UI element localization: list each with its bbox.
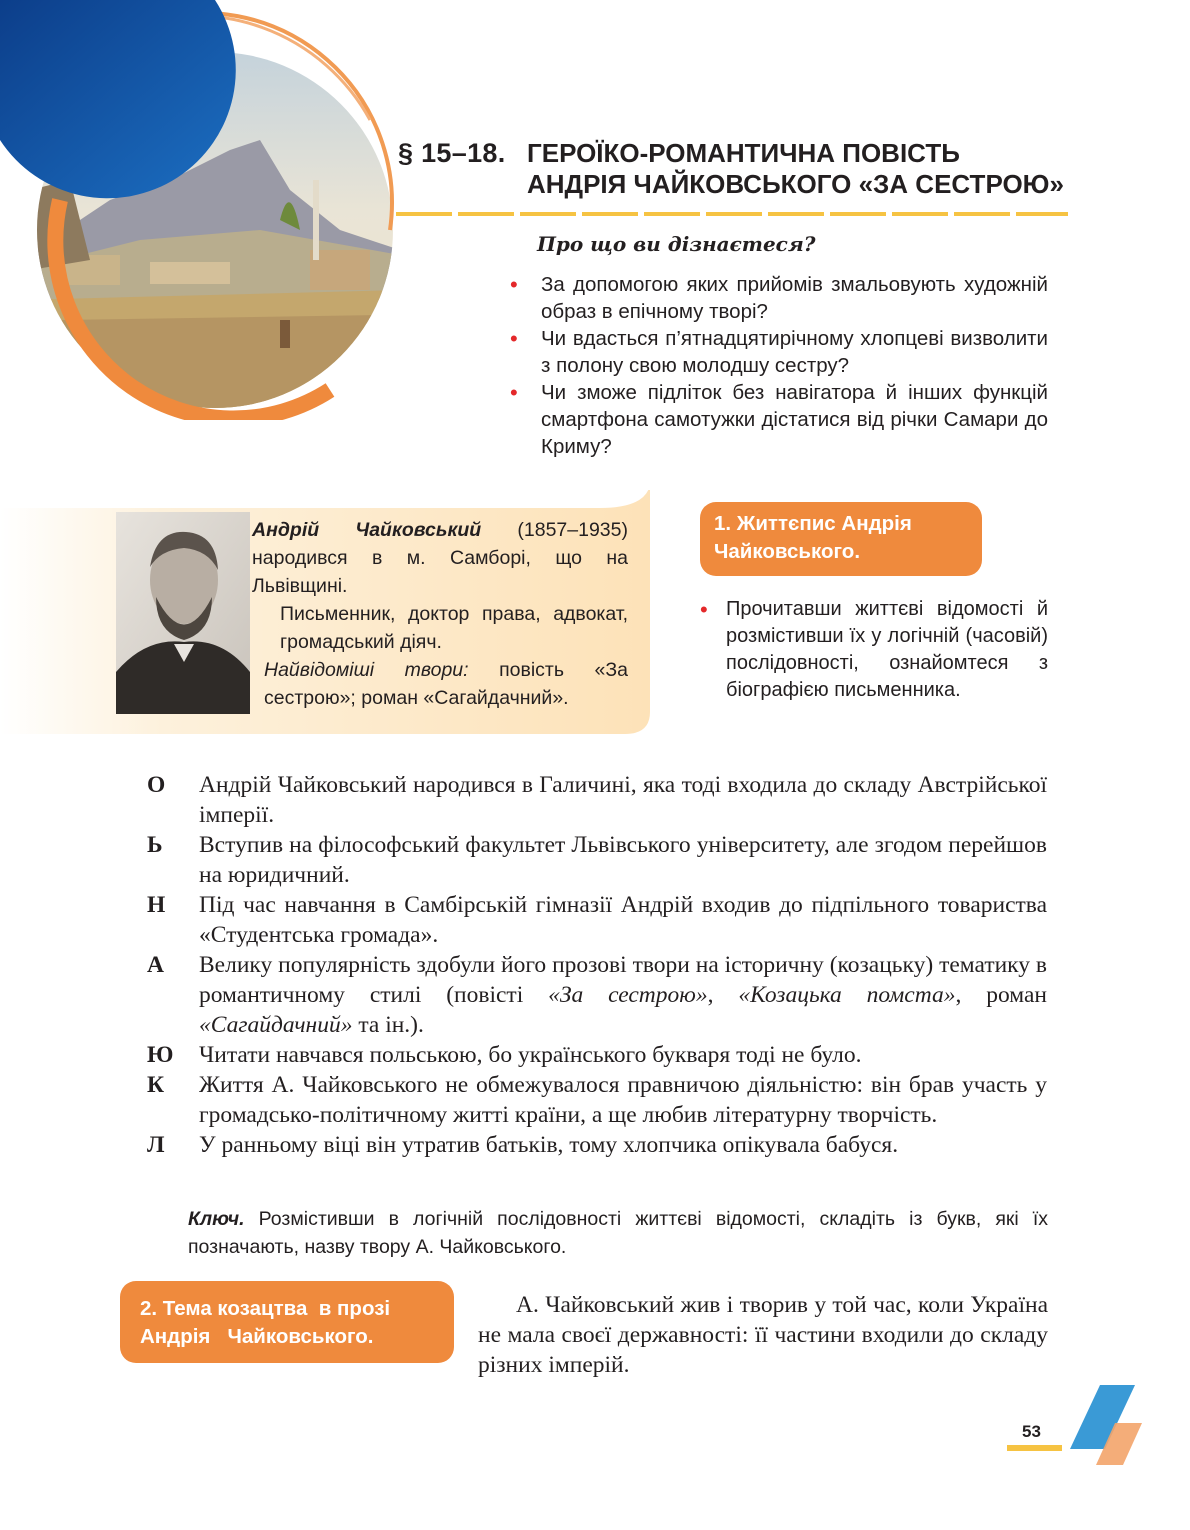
learn-heading: Про що ви дізнаєтеся? xyxy=(537,232,816,256)
fact-text: Під час навчання в Самбірській гімназії Андрій входив до підпільного товариства «Студентська громада». xyxy=(199,892,1047,948)
fact-item xyxy=(147,890,1047,950)
author-name: Андрій Чайковський xyxy=(252,519,482,541)
fact-letter: К xyxy=(147,1072,165,1098)
fact-item xyxy=(147,770,1047,830)
fact-text: Життя А. Чайковського не обмежувалося правничою діяльністю: він брав участь у громадсько-політичному житті країни, а ще любив літературну творчість. xyxy=(199,1072,1047,1128)
works-label: Найвідоміші твори: xyxy=(264,659,469,681)
fact-text: Велику популярність здобули його прозові твори на історичну (козацьку) тематику в романтичному стилі (повісті «За сестрою», «Козацька помста», роман «Сагайдачний» та ін.). xyxy=(199,952,1047,1038)
work-title: «За сестрою» xyxy=(548,982,708,1008)
page-title xyxy=(527,138,1064,200)
section-2-heading-line: 2. Тема козацтва в прозі xyxy=(140,1297,391,1320)
fact-item xyxy=(147,950,1047,1040)
title-line-1: ГЕРОЇКО-РОМАНТИЧНА ПОВІСТЬ xyxy=(527,138,960,168)
fact-text: Вступив на філософський факультет Львівського університету, але згодом перейшов на юридичний. xyxy=(199,832,1047,888)
author-bio xyxy=(252,516,628,712)
fact-item xyxy=(147,1070,1047,1130)
learn-list xyxy=(510,271,1048,460)
page-number: 53 xyxy=(1022,1422,1041,1441)
bio-line xyxy=(252,516,628,600)
fact-letter: А xyxy=(147,952,164,978)
section-2-paragraph: А. Чайковський жив і творив у той час, коли Україна не мала своєї державності: її частини входили до складу різних імперій. xyxy=(478,1292,1048,1378)
fact-letter: Ю xyxy=(147,1042,174,1068)
works-list: повість «За сестрою»; роман «Сагайдачний». xyxy=(264,659,628,709)
title-rule xyxy=(396,210,1068,218)
key-label: Ключ. xyxy=(188,1208,245,1230)
key-note xyxy=(188,1205,1048,1261)
title-line-2: АНДРІЯ ЧАЙКОВСЬКОГО «ЗА СЕСТРОЮ» xyxy=(527,169,1064,199)
fact-item xyxy=(147,1130,1047,1160)
fact-letter: О xyxy=(147,772,166,798)
fact-letter: Ь xyxy=(147,832,163,858)
bullet-icon: • xyxy=(700,597,708,622)
work-title: «Козацька помста» xyxy=(738,982,956,1008)
key-text: Розмістивши в логічній послідовності життєві відомості, складіть із букв, які їх позначають, назву твору А. Чайковського. xyxy=(188,1208,1048,1258)
task-text: Прочитавши життєві відомості й розмістивши їх у логічній (часовій) послідовності, ознайомтеся з біографією письменника. xyxy=(726,598,1048,701)
fact-item xyxy=(147,830,1047,890)
fact-text: Андрій Чайковський народився в Галичині, яка тоді входила до складу Австрійської імперії. xyxy=(199,772,1047,828)
work-title: «Сагайдачний» xyxy=(199,1012,353,1038)
author-portrait xyxy=(116,512,250,714)
paragraph-number: § 15–18. xyxy=(398,138,506,168)
fact-letter: Л xyxy=(147,1132,165,1158)
learn-item: • Чи вдасться п’ятнадцятирічному хлопцеві визволити з полону свою молодшу сестру? xyxy=(510,325,1048,379)
fact-letter: Н xyxy=(147,892,166,918)
learn-item: • Чи зможе підліток без навігатора й інших функцій смартфона самотужки дістатися від річки Самари до Криму? xyxy=(510,379,1048,460)
author-birth: (1857–1935) народився в м. Самборі, що на Львівщині. xyxy=(252,519,628,597)
section-2-heading xyxy=(120,1281,454,1363)
section-1-heading: 1. Життєпис Андрія Чайковського. xyxy=(700,502,982,576)
bio-line xyxy=(252,656,628,712)
section-1-task xyxy=(700,596,1048,704)
section-2-heading-line: Андрія Чайковського. xyxy=(140,1325,374,1348)
learn-item: • За допомогою яких прийомів змальовують художній образ в епічному творі? xyxy=(510,271,1048,325)
fact-item xyxy=(147,1040,1047,1070)
facts-list xyxy=(147,770,1047,1160)
header-illustration xyxy=(0,0,400,420)
bio-line: Письменник, доктор права, адвокат, громадський діяч. xyxy=(280,603,628,653)
fact-text: Читати навчався польською, бо українського букваря тоді не було. xyxy=(199,1042,862,1068)
fact-text: У ранньому віці він утратив батьків, тому хлопчика опікувала бабуся. xyxy=(199,1132,899,1158)
